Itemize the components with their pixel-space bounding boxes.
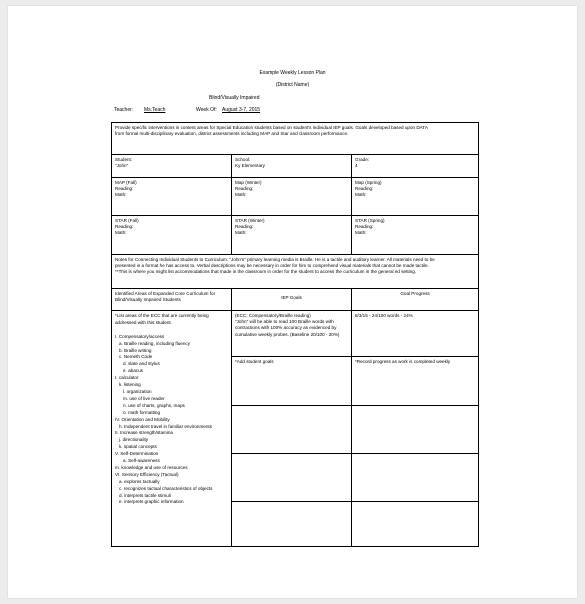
goal1-text bbox=[235, 313, 348, 338]
grade-label: Grade: bbox=[355, 157, 370, 162]
student-label: Student: bbox=[115, 157, 133, 162]
iep-goals-header bbox=[232, 289, 352, 311]
document-page bbox=[8, 6, 577, 598]
goal5-cell bbox=[232, 502, 352, 547]
district-name: (District Name) bbox=[275, 82, 310, 88]
lesson-plan-table bbox=[111, 122, 479, 547]
goal-progress-header bbox=[352, 289, 479, 311]
ecc-list-item: d. interprets tactile stimuli bbox=[119, 492, 171, 498]
math-label: Math: bbox=[115, 230, 127, 236]
map-spring-cell bbox=[352, 178, 479, 216]
map-spring-label: Map (Spring) bbox=[355, 180, 382, 185]
star-fall-label: STAR (Fall) bbox=[115, 218, 139, 223]
goal1-line: contractions with 100% accuracy as evidenced by bbox=[235, 325, 337, 331]
student-cell bbox=[112, 155, 232, 178]
ecc-list-item: k. listening bbox=[119, 382, 141, 388]
intro-line-1: Provide specific interventions in content areas for Special Education students based on student's individual IEP goals. Goals developed based upon DATA bbox=[115, 125, 428, 130]
reading-label: Reading: bbox=[115, 224, 134, 230]
star-spring-label: STAR (Spring) bbox=[355, 218, 385, 223]
progress3-cell bbox=[352, 406, 479, 454]
reading-label: Reading: bbox=[355, 224, 374, 230]
ecc-list-item: e. interprets graphic information bbox=[119, 499, 184, 505]
ecc-list-item: *List areas of the ECC that are currently being bbox=[115, 313, 209, 318]
goal2-text: *Add student goals bbox=[235, 359, 274, 364]
notes-line-1: Notes for Connecting Individual Students to Curriculum: "John's" primary learning media is Braille. He is a tactile and auditory learner. All materials need to be bbox=[115, 257, 435, 262]
ecc-list-item: l. organization bbox=[123, 388, 152, 394]
goal-progress-label: Goal Progress bbox=[400, 291, 430, 296]
ecc-list-item: a. Self-awareness bbox=[123, 458, 160, 464]
ecc-list-item: h. Independent travel in familiar environments bbox=[119, 423, 212, 429]
notes-cell bbox=[112, 255, 479, 289]
reading-label: Reading: bbox=[355, 186, 374, 192]
math-label: Math: bbox=[355, 192, 367, 198]
notes-line-2: presented in a format he has access to. Verbal descriptions may be necessary in order for him to comprehend visual materials that cannot be made tactile. bbox=[115, 263, 429, 269]
ecc-list-item: m. knowledge and use of resources bbox=[115, 464, 188, 470]
math-label: Math: bbox=[235, 192, 247, 198]
goal3-cell bbox=[232, 406, 352, 454]
map-fall-label: MAP (Fall) bbox=[115, 180, 137, 185]
goal1-cell bbox=[232, 311, 352, 357]
progress2-cell bbox=[352, 357, 479, 406]
ecc-list-item: II. Increase strength/stamina bbox=[115, 430, 173, 436]
ecc-list-item: c. recognizes tactual characteristics of objects bbox=[119, 485, 213, 491]
goal4-cell bbox=[232, 454, 352, 502]
map-winter-label: Map (Winter) bbox=[235, 180, 262, 185]
ecc-list bbox=[115, 313, 228, 506]
teacher-label: Teacher: bbox=[114, 107, 134, 113]
math-label: Math: bbox=[115, 192, 127, 198]
ecc-list-item: a. explores tactually bbox=[119, 478, 160, 484]
star-winter-label: STAR (Winter) bbox=[235, 218, 265, 223]
reading-label: Reading: bbox=[235, 186, 254, 192]
intro-line-2: from formal multi-disciplinary evaluation, district assessments including MAP and Star and classroom performance. bbox=[115, 131, 349, 137]
ecc-list-item: k. spatial concepts bbox=[119, 444, 157, 450]
goal1-line: cumulative weekly probes. (Baseline 20/100 - 20%) bbox=[235, 331, 340, 337]
ecc-list-item: d. slate and stylus bbox=[123, 361, 160, 367]
map-fall-cell bbox=[112, 178, 232, 216]
ecc-list-item: n. use of charts, graphs, maps bbox=[123, 402, 185, 408]
goal2-cell bbox=[232, 357, 352, 406]
ecc-list-item: c. Nemeth Code bbox=[119, 354, 153, 360]
ecc-header-line-2: Blind/Visually Impaired Students bbox=[115, 297, 181, 303]
teacher-value: Ms.Teach bbox=[144, 107, 166, 113]
progress5-cell bbox=[352, 502, 479, 547]
week-value: August 3-7, 2015 bbox=[222, 107, 261, 113]
school-value: Ky Elementary bbox=[235, 163, 265, 169]
math-label: Math: bbox=[355, 230, 367, 236]
ecc-list-item: addressed with this student. bbox=[115, 319, 172, 325]
student-value: "John" bbox=[115, 163, 129, 169]
math-label: Math: bbox=[235, 230, 247, 236]
goal1-line: "John" will be able to read 100 Braille words with bbox=[235, 319, 334, 325]
progress4-cell bbox=[352, 454, 479, 502]
ecc-header-cell bbox=[112, 289, 232, 311]
school-cell bbox=[232, 155, 352, 178]
ecc-list-item bbox=[115, 327, 228, 334]
ecc-list-item: V. Self-Determination bbox=[115, 451, 159, 457]
ecc-list-item: a. Braille reading, including fluency bbox=[119, 340, 190, 346]
ecc-list-item: I. calculator bbox=[115, 375, 139, 381]
ecc-list-item: j. directionality bbox=[119, 437, 149, 443]
ecc-list-item: b. Braille writing bbox=[119, 347, 152, 353]
progress1-cell bbox=[352, 311, 479, 357]
school-label: School: bbox=[235, 157, 251, 162]
star-winter-cell bbox=[232, 216, 352, 255]
subtitle: Blind/Visually Impaired bbox=[209, 95, 260, 101]
ecc-list-item: IV. Orientation and Mobility bbox=[115, 416, 170, 422]
goal1-line: (ECC: Compensatory/Braille reading) bbox=[235, 313, 311, 318]
reading-label: Reading: bbox=[115, 186, 134, 192]
notes-line-3: **This is where you might list accommodations that made in the classroom in order for the student to access the curriculum in the general ed setting. bbox=[115, 269, 417, 275]
star-spring-cell bbox=[352, 216, 479, 255]
ecc-header-line-1: Identified Areas of Expanded Core Curriculum for bbox=[115, 291, 216, 296]
iep-goals-label: IEP Goals bbox=[281, 295, 302, 300]
map-winter-cell bbox=[232, 178, 352, 216]
week-label: Week Of: bbox=[196, 107, 217, 113]
grade-value: 4 bbox=[355, 163, 358, 169]
reading-label: Reading: bbox=[235, 224, 254, 230]
progress1-text: 8/3/15 - 24/100 words - 24% bbox=[355, 313, 413, 318]
progress2-text: *Record progress as work is completed weekly bbox=[355, 359, 451, 364]
ecc-list-item: I. Compensatory/access bbox=[115, 333, 165, 339]
ecc-list-item: VI. Sensory Efficiency (Tactual) bbox=[115, 471, 179, 477]
grade-cell bbox=[352, 155, 479, 178]
star-fall-cell bbox=[112, 216, 232, 255]
ecc-list-item: o. math formatting bbox=[123, 409, 161, 415]
intro-cell bbox=[112, 123, 479, 155]
ecc-list-item: m. use of live reader bbox=[123, 395, 165, 401]
ecc-list-cell bbox=[112, 311, 232, 547]
document-title: Example Weekly Lesson Plan bbox=[259, 70, 326, 76]
ecc-list-item: e. abacus bbox=[123, 368, 143, 374]
